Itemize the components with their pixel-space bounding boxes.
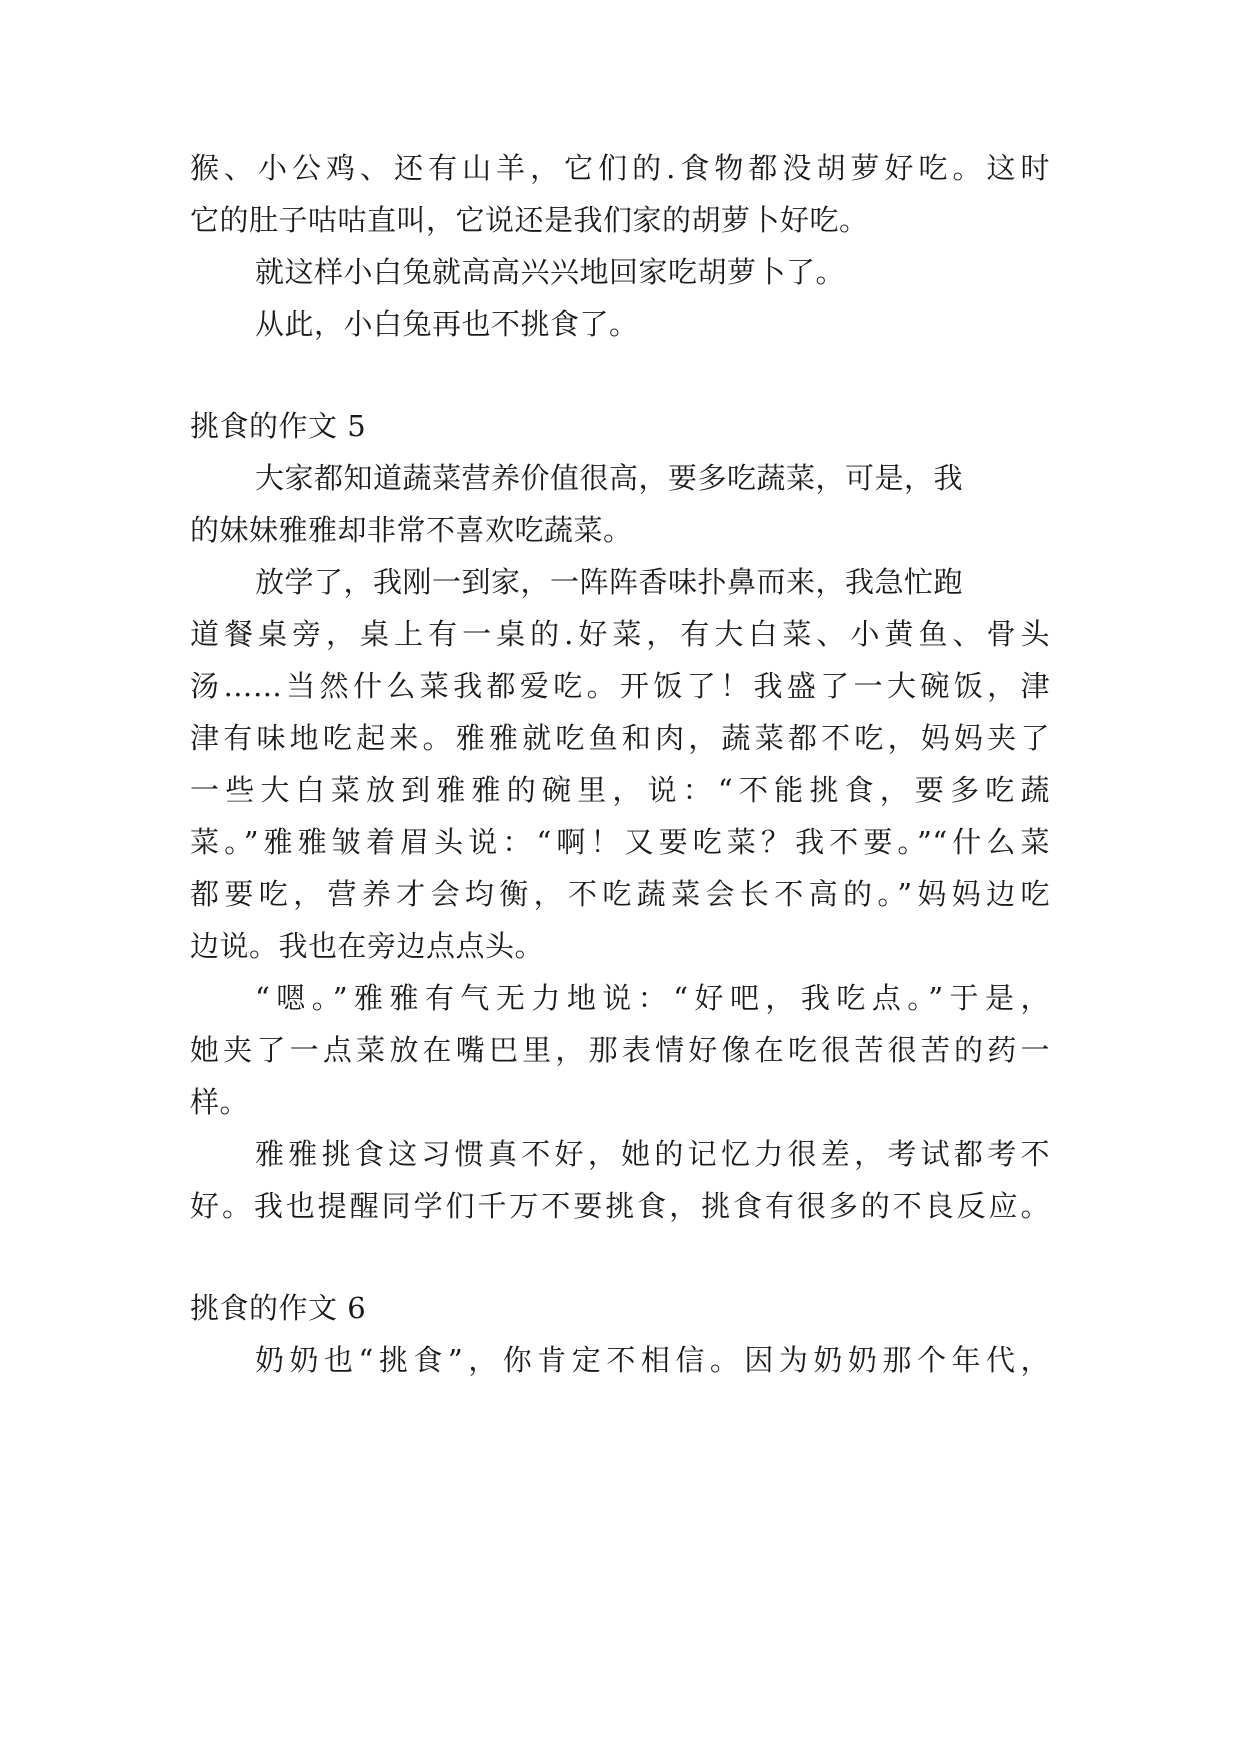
paragraph-line: 她夹了一点菜放在嘴巴里，那表情好像在吃很苦很苦的药一 [190, 1033, 1050, 1067]
paragraph-line: 都要吃，营养才会均衡，不吃蔬菜会长不高的。”妈妈边吃 [190, 877, 1050, 911]
paragraph-line: 雅雅挑食这习惯真不好，她的记忆力很差，考试都考不 [255, 1137, 1050, 1171]
paragraph-line: 汤……当然什么菜我都爱吃。开饭了！我盛了一大碗饭，津 [190, 669, 1050, 703]
section-heading: 挑食的作文 5 [190, 409, 367, 443]
paragraph-line: 样。 [190, 1085, 250, 1119]
paragraph-line: 道餐桌旁，桌上有一桌的.好菜，有大白菜、小黄鱼、骨头 [190, 617, 1050, 651]
paragraph-line: 好。我也提醒同学们千万不要挑食，挑食有很多的不良反应。 [190, 1189, 1050, 1223]
section-heading: 挑食的作文 6 [190, 1291, 367, 1325]
paragraph-line: 的妹妹雅雅却非常不喜欢吃蔬菜。 [190, 513, 633, 547]
paragraph-line: 就这样小白兔就高高兴兴地回家吃胡萝卜了。 [255, 255, 846, 289]
paragraph-line: 猴、小公鸡、还有山羊，它们的.食物都没胡萝好吃。这时 [190, 151, 1050, 185]
paragraph-line: 从此，小白兔再也不挑食了。 [255, 307, 639, 341]
paragraph-line: 津有味地吃起来。雅雅就吃鱼和肉，蔬菜都不吃，妈妈夹了 [190, 721, 1050, 755]
paragraph-line: 一些大白菜放到雅雅的碗里，说：“不能挑食，要多吃蔬 [190, 773, 1050, 807]
paragraph-line: 放学了，我刚一到家，一阵阵香味扑鼻而来，我急忙跑 [255, 565, 964, 599]
paragraph-line: “嗯。”雅雅有气无力地说：“好吧，我吃点。”于是， [255, 981, 1050, 1015]
paragraph-line: 边说。我也在旁边点点头。 [190, 929, 545, 963]
paragraph-line: 它的肚子咕咕直叫，它说还是我们家的胡萝卜好吃。 [190, 203, 869, 237]
paragraph-line: 大家都知道蔬菜营养价值很高，要多吃蔬菜，可是，我 [255, 461, 964, 495]
paragraph-line: 菜。”雅雅皱着眉头说：“啊！又要吃菜？我不要。”“什么菜 [190, 825, 1050, 859]
paragraph-line: 奶奶也“挑食”，你肯定不相信。因为奶奶那个年代， [255, 1343, 1050, 1377]
